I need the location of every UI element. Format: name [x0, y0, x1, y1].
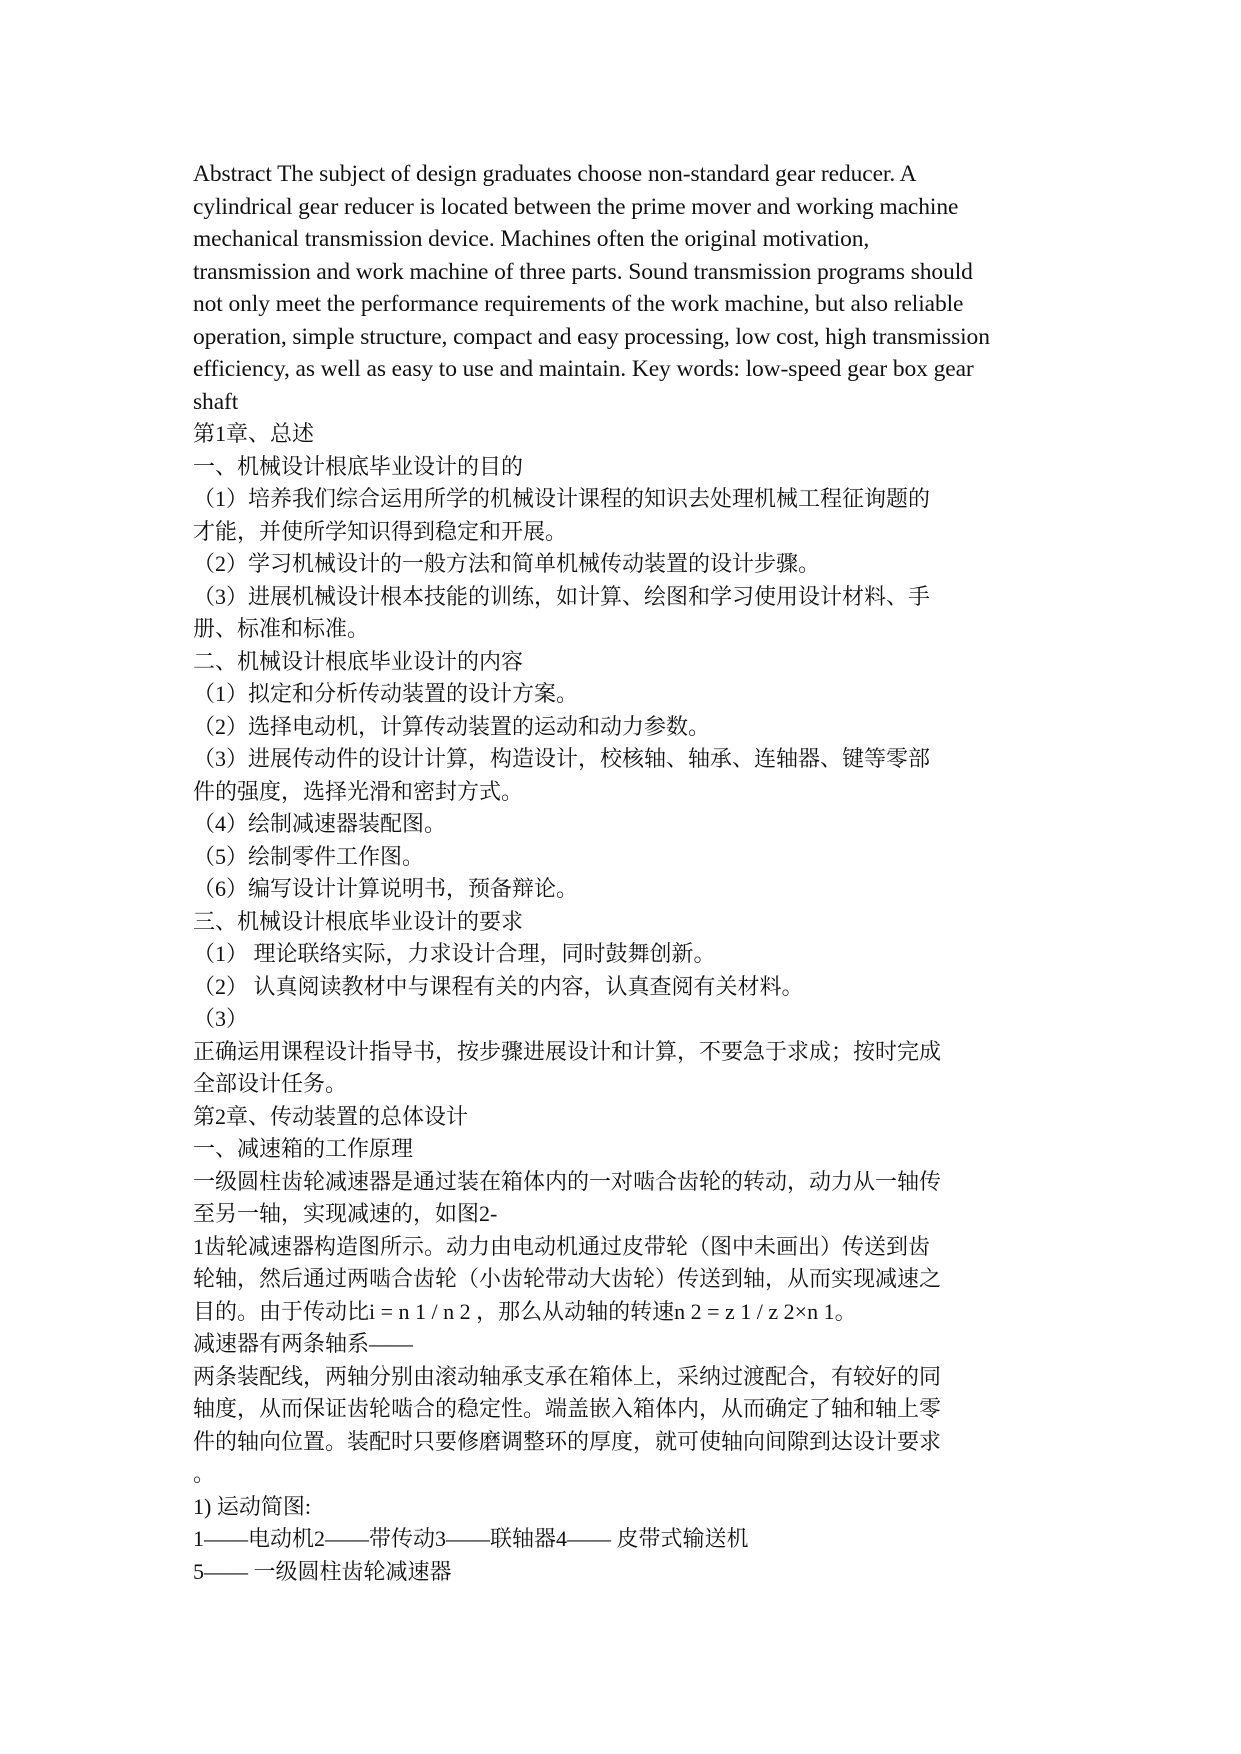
paragraph-line: （2）选择电动机，计算传动装置的运动和动力参数。: [193, 713, 711, 739]
section-heading: 一、减速箱的工作原理: [193, 1136, 414, 1161]
abstract-line: mechanical transmission device. Machines often the original motivation,: [193, 226, 870, 252]
paragraph-line: （1） 理论联络实际，力求设计合理，同时鼓舞创新。: [193, 941, 716, 966]
chapter-heading: 第2章、传动装置的总体设计: [193, 1103, 469, 1129]
paragraph-line: 一级圆柱齿轮减速器是通过装在箱体内的一对啮合齿轮的转动，动力从一轴传: [193, 1168, 942, 1194]
abstract-line: efficiency, as well as easy to use and maintain. Key words: low-speed gear box gear: [193, 356, 974, 382]
abstract-line: transmission and work machine of three parts. Sound transmission programs should: [193, 258, 973, 285]
paragraph-line: （1）拟定和分析传动装置的设计方案。: [193, 681, 579, 706]
abstract-line: not only meet the performance requirements of the work machine, but also reliable: [193, 291, 964, 317]
paragraph-line: 1——电动机2——带传动3——联轴器4—— 皮带式输送机: [193, 1526, 749, 1551]
paragraph-line: （2） 认真阅读教材中与课程有关的内容，认真查阅有关材料。: [193, 973, 804, 999]
section-heading: 一、机械设计根底毕业设计的目的: [193, 453, 524, 479]
paragraph-line: 才能，并使所学知识得到稳定和开展。: [193, 518, 568, 544]
paragraph-line: 全部设计任务。: [193, 1071, 348, 1096]
paragraph-line: （1）培养我们综合运用所学的机械设计课程的知识去处理机械工程征询题的: [193, 486, 931, 511]
paragraph-line: （3）: [193, 1006, 249, 1031]
paragraph-line: 至另一轴，实现减速的，如图2-: [193, 1201, 498, 1226]
paragraph-line: 5—— 一级圆柱齿轮减速器: [193, 1558, 452, 1584]
section-heading: 二、机械设计根底毕业设计的内容: [193, 648, 524, 674]
document-body: [193, 158, 1053, 1588]
paragraph-line: （6）编写设计计算说明书，预备辩论。: [193, 876, 579, 901]
paragraph-line: （4）绘制减速器装配图。: [193, 811, 447, 836]
paragraph-line: （3）进展传动件的设计计算，构造设计，校核轴、轴承、连轴器、键等零部: [193, 746, 931, 771]
paragraph-line: （2）学习机械设计的一般方法和简单机械传动装置的设计步骤。: [193, 551, 821, 576]
section-heading: 三、机械设计根底毕业设计的要求: [193, 908, 524, 934]
abstract-line: shaft: [193, 388, 239, 415]
paragraph-line: 两条装配线，两轴分别由滚动轴承支承在箱体上，采纳过渡配合，有较好的同: [193, 1363, 942, 1389]
paragraph-line: 件的轴向位置。装配时只要修磨调整环的厚度，就可使轴向间隙到达设计要求: [193, 1428, 942, 1454]
paragraph-line: 轴度，从而保证齿轮啮合的稳定性。端盖嵌入箱体内，从而确定了轴和轴上零: [193, 1396, 942, 1421]
chapter-heading: 第1章、总述: [193, 421, 315, 446]
paragraph-line: 目的。由于传动比i = n 1 / n 2 ，那么从动轴的转速n 2 = z 1 / z 2×n 1。: [193, 1298, 857, 1324]
paragraph-line: 轮轴，然后通过两啮合齿轮（小齿轮带动大齿轮）传送到轴，从而实现减速之: [193, 1266, 942, 1291]
paragraph-line: （5）绘制零件工作图。: [193, 843, 425, 869]
abstract-line: Abstract The subject of design graduates choose non-standard gear reducer. A: [193, 161, 917, 187]
paragraph-line: （3）进展机械设计根本技能的训练，如计算、绘图和学习使用设计材料、手: [193, 583, 931, 609]
paragraph-line: 册、标准和标准。: [193, 616, 370, 641]
paragraph-line: 正确运用课程设计指导书，按步骤进展设计和计算，不要急于求成；按时完成: [193, 1038, 942, 1064]
paragraph-line: 1) 运动简图:: [193, 1493, 311, 1519]
paragraph-line: 。: [193, 1461, 216, 1486]
paragraph-line: 减速器有两条轴系——: [193, 1331, 414, 1356]
abstract-line: cylindrical gear reducer is located between the prime mover and working machine: [193, 193, 959, 220]
paragraph-line: 件的强度，选择光滑和密封方式。: [193, 778, 524, 804]
paragraph-line: 1齿轮减速器构造图所示。动力由电动机通过皮带轮（图中未画出）传送到齿: [193, 1233, 931, 1259]
abstract-line: operation, simple structure, compact and easy processing, low cost, high transmission: [193, 323, 990, 350]
